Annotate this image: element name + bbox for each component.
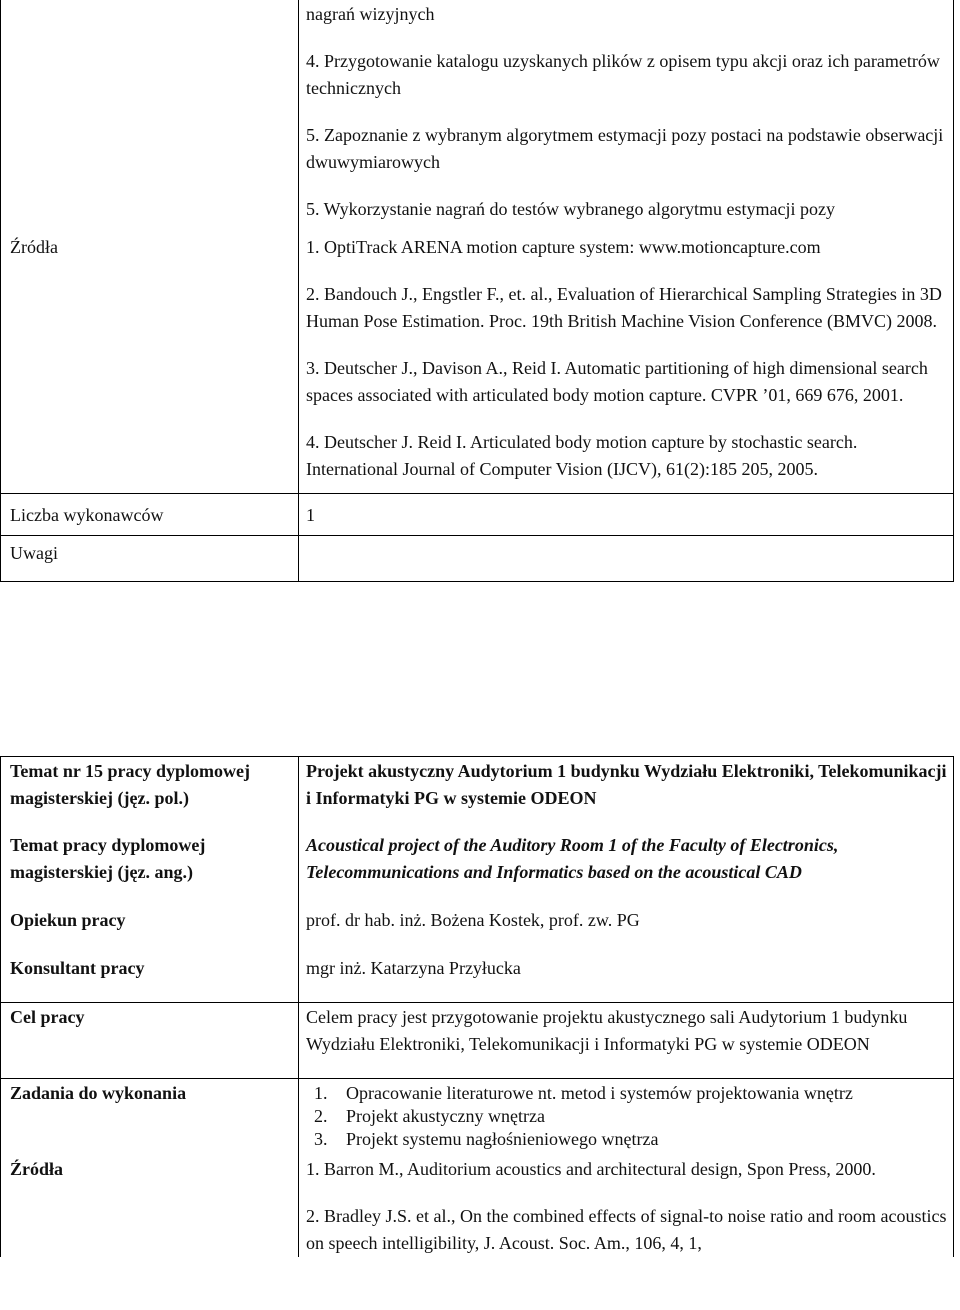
source-item: 1. OptiTrack ARENA motion capture system: www.motioncapture.com [306,237,821,257]
task-item: 2. Projekt akustyczny wnętrza [314,1106,545,1126]
task-item: 4. Przygotowanie katalogu uzyskanych plików z opisem typu akcji oraz ich parametrów technicznych [306,51,940,98]
goal-label: Cel pracy [1,1003,299,1079]
task-item: nagrań wizyjnych [306,4,435,24]
supervisor-label: Opiekun pracy [1,907,299,955]
tasks-continued-cell [299,0,954,231]
task-item: 5. Wykorzystanie nagrań do testów wybranego algorytmu estymacji pozy [306,199,835,219]
topic-pl-value: Projekt akustyczny Audytorium 1 budynku Wydziału Elektroniki, Telekomunikacji i Informatyki PG w systemie ODEON [306,761,947,808]
sources-label: Źródła [1,231,299,494]
consultant-label: Konsultant pracy [1,955,299,1003]
tasks-label: Zadania do wykonania [1,1079,299,1157]
topic-en-value: Acoustical project of the Auditory Room 1 of the Faculty of Electronics, Telecommunications and Informatics based on the acoustical CAD [306,835,839,882]
source-item: 3. Deutscher J., Davison A., Reid I. Automatic partitioning of high dimensional search spaces associated with articulated body motion capture. CVPR ’01, 669 676, 2001. [306,358,928,405]
notes-label: Uwagi [1,536,299,582]
source-item: 4. Deutscher J. Reid I. Articulated body motion capture by stochastic search. International Journal of Computer Vision (IJCV), 61(2):185 205, 2005. [306,432,858,479]
goal-value: Celem pracy jest przygotowanie projektu akustycznego sali Audytorium 1 budynku Wydziału Elektroniki, Telekomunikacji i Informatyki PG w systemie ODEON [299,1003,954,1079]
notes-value [299,536,954,582]
task-item: 3. Projekt systemu nagłośnieniowego wnętrza [314,1129,659,1149]
consultant-value: mgr inż. Katarzyna Przyłucka [306,958,521,978]
task-item: 1. Opracowanie literaturowe nt. metod i systemów projektowania wnętrz [314,1083,853,1103]
source-item: 1. Barron M., Auditorium acoustics and architectural design, Spon Press, 2000. [306,1159,876,1179]
performers-value: 1 [299,494,954,536]
sources-cell [299,1156,954,1257]
sources-cell [299,231,954,494]
topic-pl-label: Temat nr 15 pracy dyplomowej magisterskiej (jęz. pol.) [1,757,299,833]
task-item: 5. Zapoznanie z wybranym algorytmem estymacji pozy postaci na podstawie obserwacji dwuwymiarowych [306,125,944,172]
thesis-table-15 [0,756,954,1257]
source-item: 2. Bandouch J., Engstler F., et. al., Evaluation of Hierarchical Sampling Strategies in 3D Human Pose Estimation. Proc. 19th British Machine Vision Conference (BMVC) 2008. [306,284,942,331]
sources-label: Źródła [1,1156,299,1257]
topic-en-label: Temat pracy dyplomowej magisterskiej (jęz. ang.) [1,832,299,907]
supervisor-value: prof. dr hab. inż. Bożena Kostek, prof. zw. PG [306,910,640,930]
performers-label: Liczba wykonawców [1,494,299,536]
thesis-table-14 [0,0,954,582]
source-item: 2. Bradley J.S. et al., On the combined effects of signal-to noise ratio and room acoustics on speech intelligibility, J. Acoust. Soc. Am., 106, 4, 1, [306,1206,947,1253]
tasks-label-cell [1,0,299,231]
tasks-list [299,1079,954,1157]
